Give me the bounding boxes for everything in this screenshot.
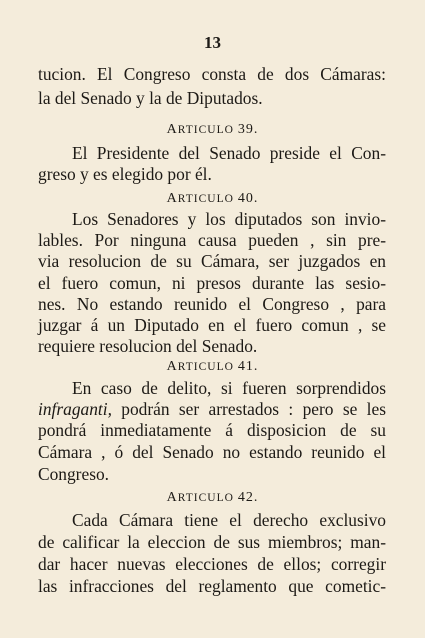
text-line: pondrá inmediatamente á disposicion de su — [38, 420, 386, 440]
text-line: Cámara , ó del Senado no estando reunido el — [38, 442, 386, 462]
text-line: el fuero comun, ni presos durante las sesio- — [38, 273, 386, 293]
article-39-heading: ARTICULO 39. — [166, 122, 259, 137]
italic-word: infraganti, — [38, 399, 112, 419]
text-line: En caso de delito, si fueren sorprendidos — [72, 378, 386, 398]
text-line: requiere resolucion del Senado. — [38, 336, 258, 356]
text-line: greso y es elegido por él. — [38, 164, 212, 184]
text-line: de calificar la eleccion de sus miembros; man- — [38, 532, 386, 552]
text-line: El Presidente del Senado preside el Con- — [72, 143, 386, 163]
text-line: juzgar á un Diputado en el fuero comun , se — [38, 315, 386, 335]
text-line: infraganti, podrán ser arrestados : pero se les — [38, 399, 386, 419]
page-number: 13 — [204, 33, 221, 52]
article-40-heading: ARTICULO 40. — [166, 191, 259, 206]
text-line: Congreso. — [38, 464, 110, 484]
text-line: via resolucion de su Cámara, ser juzgados en — [38, 251, 386, 271]
text-line: las infracciones del reglamento que cometic- — [38, 576, 386, 596]
text-line: nes. No estando reunido el Congreso , para — [38, 294, 386, 314]
text-line: Los Senadores y los diputados son invio- — [72, 209, 386, 229]
article-42-heading: ARTICULO 42. — [166, 490, 259, 505]
text-line: tucion. El Congreso consta de dos Cámaras: — [38, 64, 386, 84]
text-line: Cada Cámara tiene el derecho exclusivo — [72, 510, 386, 530]
article-41-heading: ARTICULO 41. — [166, 359, 259, 374]
text-line: dar hacer nuevas elecciones de ellos; corregir — [38, 554, 386, 574]
text-line: la del Senado y la de Diputados. — [38, 88, 263, 108]
text-line: lables. Por ninguna causa pueden , sin pre- — [38, 230, 386, 250]
